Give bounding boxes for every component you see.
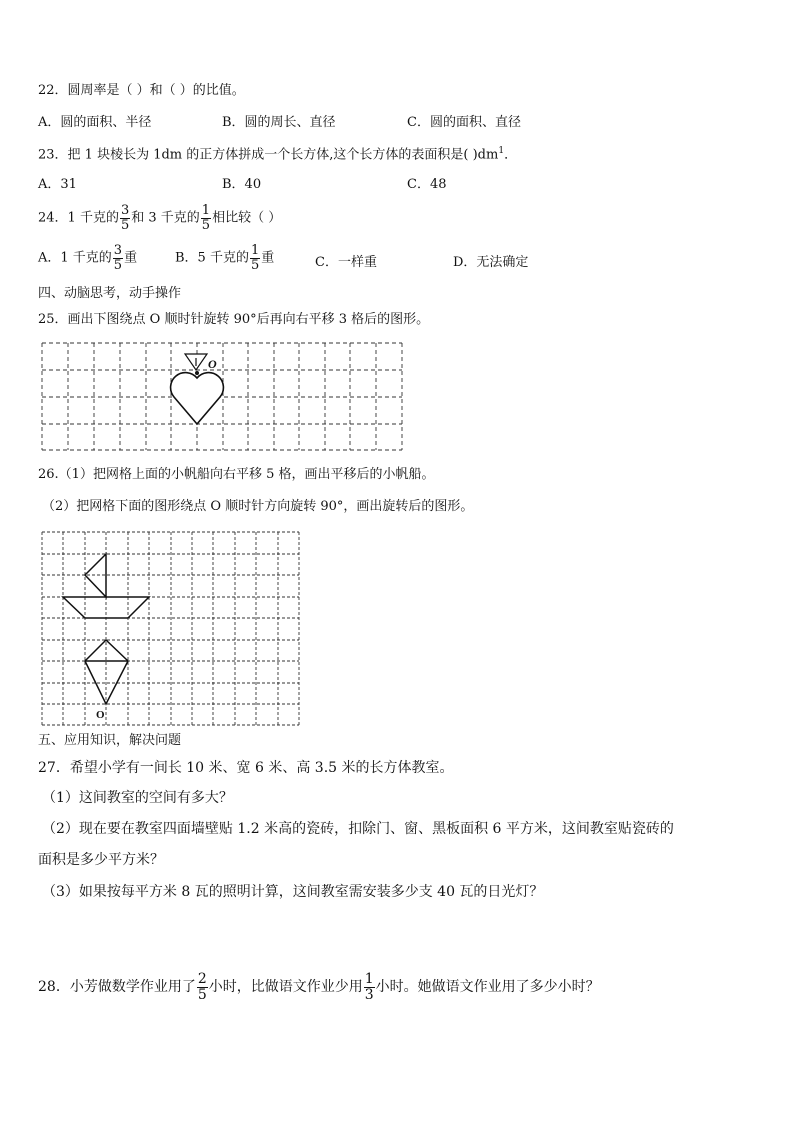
q28-f2-denominator: 3 xyxy=(364,986,374,1003)
q28-fraction-1 xyxy=(197,972,208,1002)
q24-stem xyxy=(38,204,281,232)
q24-pre: 24．1 千克的 xyxy=(38,210,119,226)
q24-fraction-2 xyxy=(201,204,211,232)
q23-option-a: A．31 xyxy=(38,177,77,192)
q28-fraction-2 xyxy=(364,972,375,1002)
q24-post: 相比较（ ） xyxy=(212,210,282,226)
q25-point-o xyxy=(195,371,199,375)
q22-option-a: A．圆的面积、半径 xyxy=(38,115,152,130)
q24-f1-denominator: 5 xyxy=(120,217,130,233)
q28-mid: 小时，比做语文作业少用 xyxy=(208,979,363,996)
q27-stem: 27．希望小学有一间长 10 米、宽 6 米、高 3.5 米的长方体教室。 xyxy=(38,760,454,776)
q24-f2-denominator: 5 xyxy=(201,217,211,233)
q24-a-pre: A．1 千克的 xyxy=(38,250,112,266)
q28-f1-denominator: 5 xyxy=(197,986,207,1003)
q25-heart-shape xyxy=(171,373,224,424)
q24-a-post: 重 xyxy=(124,250,138,266)
q24-b-denominator: 5 xyxy=(250,257,260,273)
q24-option-d: D．无法确定 xyxy=(453,255,529,270)
q24-option-b xyxy=(175,244,274,272)
q25-triangle-marker xyxy=(185,354,207,370)
q28-post: 小时。她做语文作业用了多少小时？ xyxy=(375,979,600,996)
q26-kite-shape xyxy=(85,640,128,704)
q24-a-numerator: 3 xyxy=(113,243,123,258)
q24-mid: 和 3 千克的 xyxy=(131,210,200,226)
q24-b-pre: B．5 千克的 xyxy=(175,250,249,266)
q25-stem: 25．画出下图绕点 O 顺时针旋转 90°后再向右平移 3 格后的图形。 xyxy=(38,312,430,327)
q24-a-denominator: 5 xyxy=(113,257,123,273)
q26-sail xyxy=(85,554,106,597)
q26-dashed-grid xyxy=(42,532,299,725)
q23-superscript: 1 xyxy=(498,146,505,156)
q27-part-3: （3）如果按每平方米 8 瓦的照明计算，这间教室需安装多少支 40 瓦的日光灯？ xyxy=(42,884,544,900)
q25-point-o-label: O xyxy=(208,357,217,371)
q24-b-fraction xyxy=(250,244,260,272)
q24-b-post: 重 xyxy=(261,250,275,266)
q28-f2-numerator: 1 xyxy=(364,971,374,987)
q23-option-c: C．48 xyxy=(407,177,447,192)
q22-option-b: B．圆的周长、直径 xyxy=(222,115,336,130)
q24-a-fraction xyxy=(113,244,123,272)
q23-stem xyxy=(38,147,517,161)
q27-part-1: （1）这间教室的空间有多大？ xyxy=(42,790,233,806)
q23-stem-end: ． xyxy=(504,147,518,163)
q24-f2-numerator: 1 xyxy=(201,203,211,218)
q22-stem: 22．圆周率是（ ）和（ ）的比值。 xyxy=(38,83,245,98)
q27-part-2-line1: （2）现在要在教室四面墙壁贴 1.2 米高的瓷砖，扣除门、窗、黑板面积 6 平方米，这间教室贴瓷砖的 xyxy=(42,821,674,837)
q26-grid-figure xyxy=(40,530,302,728)
q26-stem-part2: （2）把网格下面的图形绕点 O 顺时针方向旋转 90°，画出旋转后的图形。 xyxy=(42,499,474,514)
q23-option-b: B．40 xyxy=(222,177,262,192)
q23-stem-text: 23．把 1 块棱长为 1dm 的正方体拼成一个长方体,这个长方体的表面积是( )dm xyxy=(38,147,499,163)
q25-grid-figure xyxy=(40,340,404,452)
q28-pre: 28．小芳做数学作业用了 xyxy=(38,979,196,996)
q24-b-numerator: 1 xyxy=(250,243,260,258)
section-4-heading: 四、动脑思考，动手操作 xyxy=(38,286,182,301)
q25-dashed-grid xyxy=(42,343,402,450)
q27-part-2-line2: 面积是多少平方米？ xyxy=(38,852,164,868)
section-5-heading: 五、应用知识，解决问题 xyxy=(38,733,182,748)
q28-f1-numerator: 2 xyxy=(197,971,207,987)
q24-option-a xyxy=(38,244,137,272)
q26-point-o-label: O xyxy=(96,709,105,721)
q26-stem-part1: 26.（1）把网格上面的小帆船向右平移 5 格，画出平移后的小帆船。 xyxy=(38,467,435,482)
q24-f1-numerator: 3 xyxy=(120,203,130,218)
q22-option-c: C．圆的面积、直径 xyxy=(407,115,521,130)
q24-fraction-1 xyxy=(120,204,130,232)
q28-stem xyxy=(38,972,600,1002)
q24-option-c: C．一样重 xyxy=(315,255,377,270)
